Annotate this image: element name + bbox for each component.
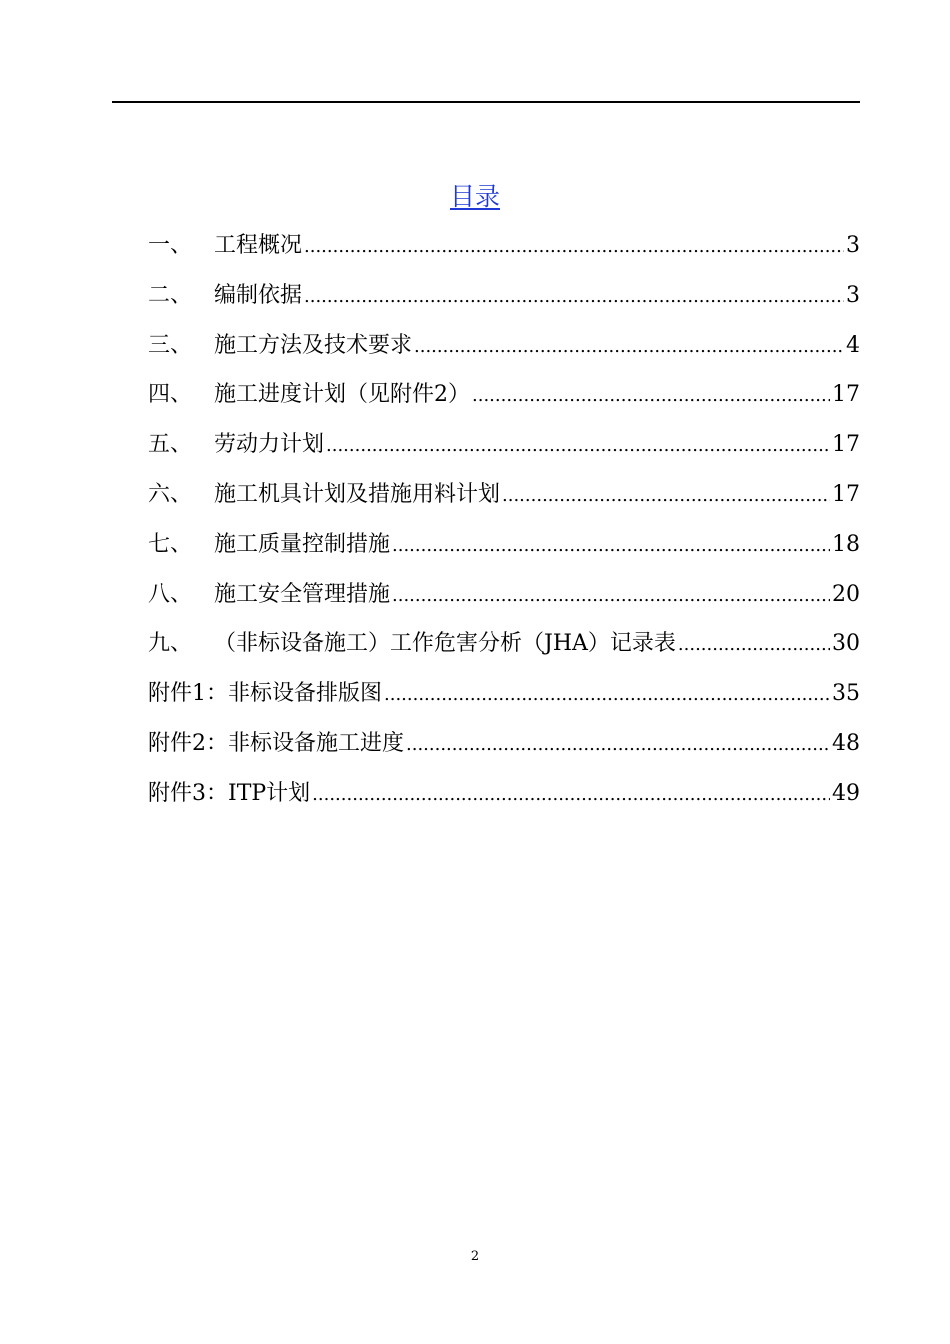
toc-entry-number: 一、 bbox=[148, 233, 193, 258]
toc-entry-page: 17 bbox=[832, 382, 860, 408]
toc-entry[interactable] bbox=[148, 777, 860, 827]
toc-dot-leader bbox=[392, 579, 830, 613]
toc-dot-leader bbox=[304, 230, 844, 264]
toc-entry[interactable] bbox=[148, 677, 860, 727]
toc-entry[interactable] bbox=[148, 229, 860, 279]
toc-dot-leader bbox=[414, 330, 844, 364]
toc-entry-label: 施工进度计划（见附件2） bbox=[214, 382, 470, 408]
toc-dot-leader bbox=[312, 778, 830, 812]
toc-dot-leader bbox=[304, 280, 844, 314]
toc-dot-leader bbox=[472, 379, 830, 413]
toc-entry-page: 4 bbox=[846, 332, 860, 358]
toc-entry-number: 六、 bbox=[148, 481, 193, 507]
toc-list bbox=[148, 229, 860, 827]
toc-entry-label: 施工质量控制措施 bbox=[214, 531, 391, 557]
toc-entry-page: 48 bbox=[832, 730, 860, 756]
toc-entry-number: 七、 bbox=[148, 531, 193, 557]
toc-entry[interactable] bbox=[148, 727, 860, 777]
toc-entry-number: 九、 bbox=[148, 631, 193, 657]
toc-entry[interactable] bbox=[148, 528, 860, 578]
toc-entry-label: 工程概况 bbox=[214, 233, 303, 258]
toc-dot-leader bbox=[392, 529, 830, 563]
toc-entry[interactable] bbox=[148, 279, 860, 329]
toc-entry-number: 五、 bbox=[148, 432, 193, 458]
toc-entry-page: 18 bbox=[832, 531, 860, 557]
toc-entry-label: 施工方法及技术要求 bbox=[214, 332, 413, 358]
toc-entry[interactable] bbox=[148, 428, 860, 478]
toc-entry-page: 49 bbox=[832, 780, 860, 806]
toc-entry-label: 施工机具计划及措施用料计划 bbox=[214, 481, 501, 507]
toc-entry[interactable] bbox=[148, 578, 860, 628]
toc-dot-leader bbox=[384, 678, 830, 712]
toc-entry-label: 劳动力计划 bbox=[214, 432, 325, 458]
toc-entry-label: 施工安全管理措施 bbox=[214, 581, 391, 607]
toc-entry-page: 35 bbox=[832, 681, 860, 707]
toc-entry-number: 四、 bbox=[148, 382, 193, 408]
toc-entry[interactable] bbox=[148, 329, 860, 379]
toc-dot-leader bbox=[502, 479, 830, 513]
page-number: 2 bbox=[470, 1249, 480, 1264]
toc-entry-label: （非标设备施工）工作危害分析（JHA）记录表 bbox=[214, 631, 676, 657]
toc-entry-number: 八、 bbox=[148, 581, 193, 607]
toc-entry-label: 附件3：ITP计划 bbox=[148, 780, 311, 806]
toc-entry[interactable] bbox=[148, 627, 860, 677]
toc-entry-page: 30 bbox=[832, 631, 860, 657]
page-footer bbox=[0, 1248, 950, 1266]
toc-entry-label: 附件1：非标设备排版图 bbox=[148, 681, 382, 707]
toc-title[interactable] bbox=[0, 180, 950, 214]
toc-entry-page: 20 bbox=[832, 581, 860, 607]
toc-dot-leader bbox=[326, 429, 830, 463]
toc-title-link[interactable]: 目录 bbox=[449, 182, 500, 211]
toc-entry-page: 3 bbox=[846, 282, 860, 308]
toc-entry-number: 三、 bbox=[148, 332, 193, 358]
header-rule bbox=[112, 101, 860, 103]
toc-entry[interactable] bbox=[148, 478, 860, 528]
toc-entry-page: 17 bbox=[832, 432, 860, 458]
toc-entry-number: 二、 bbox=[148, 282, 193, 308]
toc-dot-leader bbox=[678, 628, 830, 662]
toc-dot-leader bbox=[406, 728, 830, 762]
toc-entry[interactable] bbox=[148, 378, 860, 428]
toc-entry-label: 附件2：非标设备施工进度 bbox=[148, 730, 404, 756]
toc-entry-page: 3 bbox=[846, 233, 860, 258]
toc-entry-label: 编制依据 bbox=[214, 282, 303, 308]
toc-entry-page: 17 bbox=[832, 481, 860, 507]
